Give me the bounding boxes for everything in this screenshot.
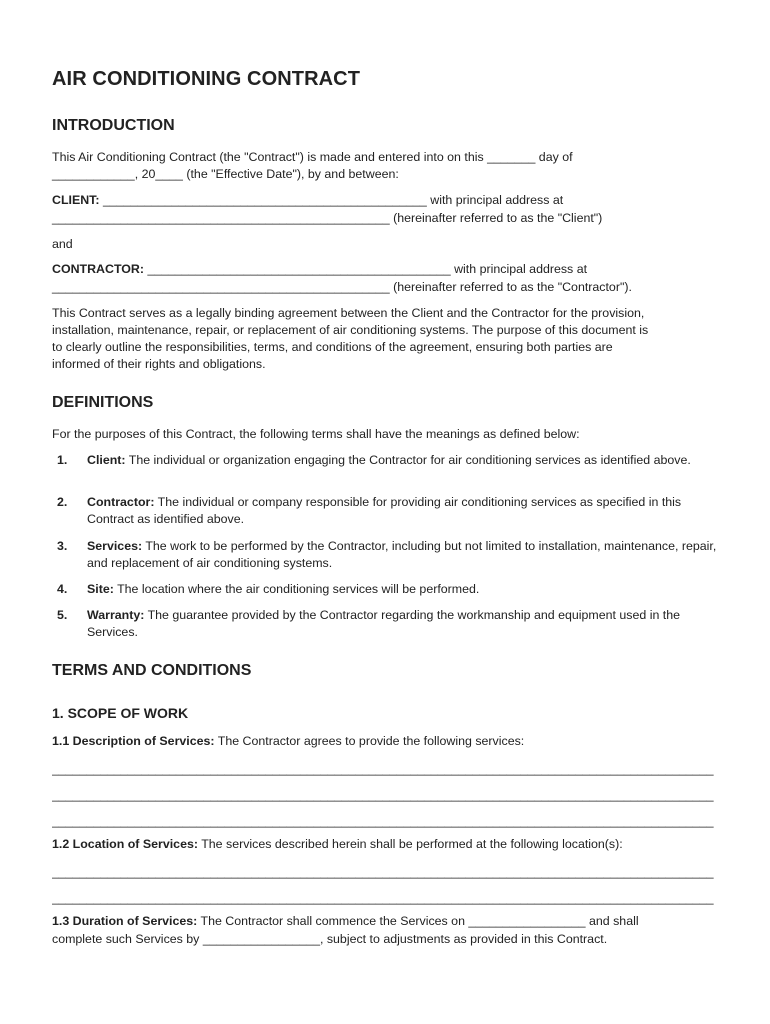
section-1-1 xyxy=(52,733,720,751)
definition-number: 2. xyxy=(57,495,68,509)
definition-text xyxy=(87,607,717,641)
definition-description: The work to be performed by the Contractor, including but not limited to installation, maintenance, repair, and replacement of air conditioning systems. xyxy=(87,539,717,570)
contractor-text-1: ____________________________________________ with principal address at xyxy=(144,262,588,276)
contractor-line-2: _________________________________________________ (hereinafter referred to as the "Contractor"). xyxy=(52,280,632,294)
client-line-1 xyxy=(52,192,720,210)
intro-line-2: ____________, 20____ (the "Effective Date"), by and between: xyxy=(52,167,399,181)
intro-paragraph-line-4: informed of their rights and obligations. xyxy=(52,357,266,371)
client-label: CLIENT: xyxy=(52,193,100,207)
section-1-3-text-1: The Contractor shall commence the Services on _________________ and shall xyxy=(197,914,639,928)
section-1-2-label: 1.2 Location of Services: xyxy=(52,837,198,851)
blank-fill-line: ________________________________________________________________________________________________ xyxy=(52,891,714,905)
terms-heading: TERMS AND CONDITIONS xyxy=(52,662,252,679)
client-text-1: _______________________________________________ with principal address at xyxy=(99,193,564,207)
definition-number: 1. xyxy=(57,453,68,467)
section-1-3-line-1 xyxy=(52,913,720,931)
section-1-3-line-2: complete such Services by _________________, subject to adjustments as provided in this Contract. xyxy=(52,932,608,946)
blank-fill-line: ________________________________________________________________________________________________ xyxy=(52,865,714,879)
contractor-line-1 xyxy=(52,261,720,279)
section-1-2-text: The services described herein shall be performed at the following location(s): xyxy=(197,837,623,851)
introduction-heading: INTRODUCTION xyxy=(52,117,175,134)
definition-term: Client: xyxy=(87,453,126,467)
definitions-heading: DEFINITIONS xyxy=(52,394,154,411)
definition-text xyxy=(87,494,717,528)
definition-description: The location where the air conditioning services will be performed. xyxy=(113,582,480,596)
definition-term: Contractor: xyxy=(87,495,155,509)
contractor-label: CONTRACTOR: xyxy=(52,262,145,276)
section-1-3-label: 1.3 Duration of Services: xyxy=(52,914,198,928)
definition-text xyxy=(87,581,717,598)
definition-number: 5. xyxy=(57,608,68,622)
document-title: AIR CONDITIONING CONTRACT xyxy=(52,68,361,90)
definition-description: The individual or organization engaging the Contractor for air conditioning services as identified above. xyxy=(125,453,691,467)
intro-paragraph-line-1: This Contract serves as a legally binding agreement between the Client and the Contractor for the provision, xyxy=(52,306,645,320)
intro-line-1: This Air Conditioning Contract (the "Contract") is made and entered into on this _______ day of xyxy=(52,150,573,164)
definition-text xyxy=(87,538,717,572)
intro-paragraph-line-2: installation, maintenance, repair, or replacement of air conditioning systems. The purpose of this document is xyxy=(52,323,649,337)
section-1-1-text: The Contractor agrees to provide the following services: xyxy=(214,734,525,748)
definitions-intro: For the purposes of this Contract, the following terms shall have the meanings as defined below: xyxy=(52,427,580,441)
definition-number: 4. xyxy=(57,582,68,596)
intro-paragraph-line-3: to clearly outline the responsibilities, terms, and conditions of the agreement, ensuring both parties are xyxy=(52,340,613,354)
definition-term: Services: xyxy=(87,539,143,553)
definition-number: 3. xyxy=(57,539,68,553)
section-1-2 xyxy=(52,836,720,854)
blank-fill-line: ________________________________________________________________________________________________ xyxy=(52,762,714,776)
client-line-2: _________________________________________________ (hereinafter referred to as the "Client") xyxy=(52,211,603,225)
section-1-1-label: 1.1 Description of Services: xyxy=(52,734,215,748)
definition-description: The guarantee provided by the Contractor regarding the workmanship and equipment used in the Services. xyxy=(87,608,681,639)
definition-text xyxy=(87,452,717,469)
blank-fill-line: ________________________________________________________________________________________________ xyxy=(52,814,714,828)
definition-term: Site: xyxy=(87,582,114,596)
and-text: and xyxy=(52,237,73,251)
blank-fill-line: ________________________________________________________________________________________________ xyxy=(52,788,714,802)
scope-of-work-heading: 1. SCOPE OF WORK xyxy=(52,705,189,721)
definition-term: Warranty: xyxy=(87,608,145,622)
definition-description: The individual or company responsible for providing air conditioning services as specified in this Contract as identified above. xyxy=(87,495,682,526)
